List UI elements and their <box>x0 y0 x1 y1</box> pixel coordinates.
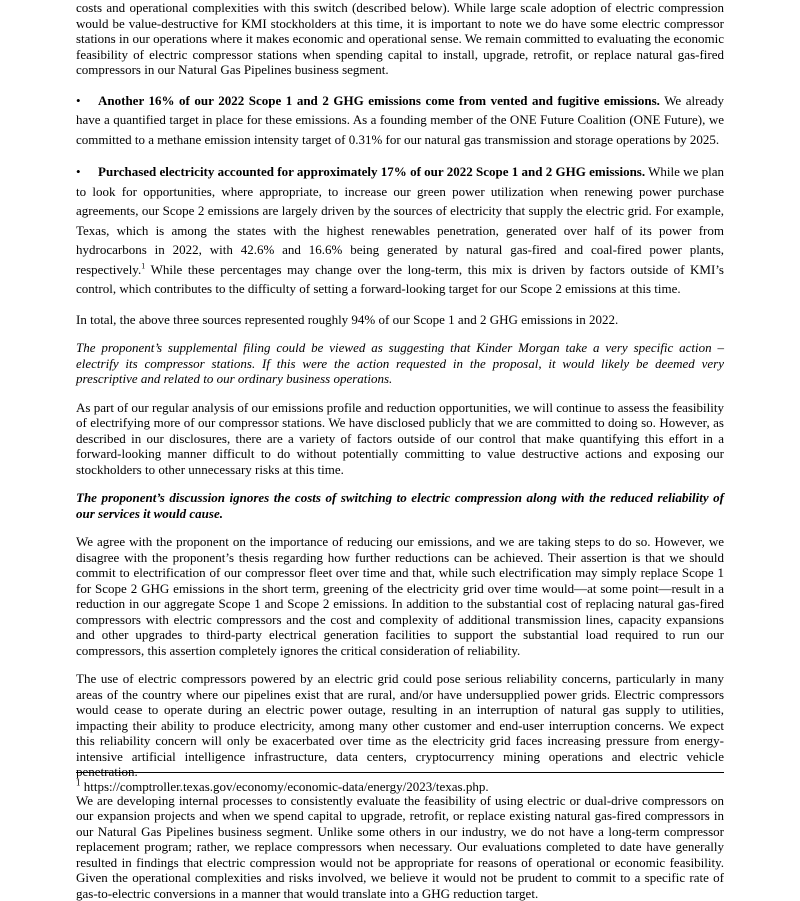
agree-paragraph: We agree with the proponent on the importance of reducing our emissions, and we are taking steps to do so. However, we disagree with the proponent’s thesis regarding how further reductions can be achieved. Their assertion is that we should commit to electrification of our compressor fleet over time and that, while such electrification may simply replace Scope 1 for Scope 2 GHG emissions in the short term, greening of the electricity grid over time would—at some point—result in a reduction in our aggregate Scope 1 and Scope 2 emissions. In addition to the substantial cost of replacing natural gas-fired compressors with electric compressors and the cost and complexity of additional transmission lines, capacity expansions and other upgrades to third-party electrical generation facilities to support the substantial load required to run our compressors, this assertion completely ignores the critical consideration of reliability. <box>76 534 724 658</box>
footnote-reference: 1 <box>141 261 145 270</box>
section-heading: The proponent’s discussion ignores the costs of switching to electric compression along with the reduced reliability of our services it would cause. <box>76 490 724 521</box>
footnote-number: 1 <box>76 778 81 788</box>
bullet-body-text-continued: While these percentages may change over the long-term, this mix is driven by factors outside of KMI’s control, which contributes to the difficulty of setting a forward-looking target for our Scope 2 emissions at this time. <box>76 262 724 297</box>
bullet-lead-text: Purchased electricity accounted for approximately 17% of our 2022 Scope 1 and 2 GHG emissions. <box>98 164 645 179</box>
bullet-marker: • <box>76 91 98 111</box>
bullet-body-text: While we plan to look for opportunities, where appropriate, to increase our green power utilization when renewing power purchase agreements, our Scope 2 emissions are largely driven by the sources of electricity that supply the electric grid. For example, Texas, which is among the states with the highest renewables penetration, generated over half of its power from hydrocarbons in 2022, with 42.6% and 16.6% being generated by natural gas-fired and coal-fired power plants, respectively. <box>76 164 724 277</box>
bullet-vented-emissions <box>76 91 724 150</box>
bullet-purchased-electricity <box>76 162 724 299</box>
footnote <box>76 779 489 795</box>
intro-paragraph: costs and operational complexities with this switch (described below). While large scale adoption of electric compression would be value-destructive for KMI stockholders at this time, it is important to note we do have some electric compressor stations in our operations where it makes economic and operational sense. We remain committed to evaluating the economic feasibility of electric compressor stations when spending capital to install, upgrade, retrofit, or replace natural gas-fired compressors in our Natural Gas Pipelines business segment. <box>76 0 724 78</box>
reliability-paragraph: The use of electric compressors powered by an electric grid could pose serious reliability concerns, particularly in many areas of the country where our pipelines exist that are rural, and/or have undersupplied power grids. Electric compressors would cease to operate during an electric power outage, resulting in an interruption of natural gas supply to utilities, impacting their ability to produce electricity, among many other customer and end-user interruption concerns. We expect this reliability concern will only be exacerbated over time as the electricity grid faces increasing pressure from energy-intensive artificial intelligence infrastructure, data centers, cryptocurrency mining operations and electric vehicle penetration. <box>76 671 724 780</box>
footnote-divider <box>76 772 724 773</box>
proponent-supplemental-paragraph: The proponent’s supplemental filing could be viewed as suggesting that Kinder Morgan take a very specific action – electrify its compressor stations. If this were the action requested in the proposal, it would likely be deemed very prescriptive and related to our ordinary business operations. <box>76 340 724 387</box>
analysis-paragraph: As part of our regular analysis of our emissions profile and reduction opportunities, we will continue to assess the feasibility of electrifying more of our compressor stations. We have disclosed publicly that we are committed to doing so. However, as described in our disclosures, there are a variety of factors outside of our control that make quantifying this effort in a forward-looking manner difficult to do without potentially committing to value destructive actions and exposing our stockholders to other unnecessary risks at this time. <box>76 400 724 478</box>
processes-paragraph: We are developing internal processes to consistently evaluate the feasibility of using electric or dual-drive compressors on our expansion projects and when we spend capital to upgrade, retrofit, or replace existing natural gas-fired compressors in our Natural Gas Pipelines business segment. Unlike some others in our industry, we do not have a long-term compressor replacement program; rather, we replace compressors when necessary. Our evaluations completed to date have generally resulted in findings that electric compression would not be appropriate for reasons of operational or economic feasibility. Given the operational complexities and risks involved, we believe it would not be prudent to commit to a specific rate of gas-to-electric conversions in a manner that would translate into a GHG reduction target. <box>76 793 724 901</box>
bullet-lead-text: Another 16% of our 2022 Scope 1 and 2 GHG emissions come from vented and fugitive emissions. <box>98 93 660 108</box>
bullet-marker: • <box>76 162 98 182</box>
total-paragraph: In total, the above three sources represented roughly 94% of our Scope 1 and 2 GHG emissions in 2022. <box>76 312 724 328</box>
bullet-body-text: We already have a quantified target in place for these emissions. As a founding member of the ONE Future Coalition (ONE Future), we committed to a methane emission intensity target of 0.31% for our natural gas transmission and storage operations by 2025. <box>76 93 724 147</box>
footnote-link-text: https://comptroller.texas.gov/economy/economic-data/energy/2023/texas.php. <box>81 779 489 794</box>
